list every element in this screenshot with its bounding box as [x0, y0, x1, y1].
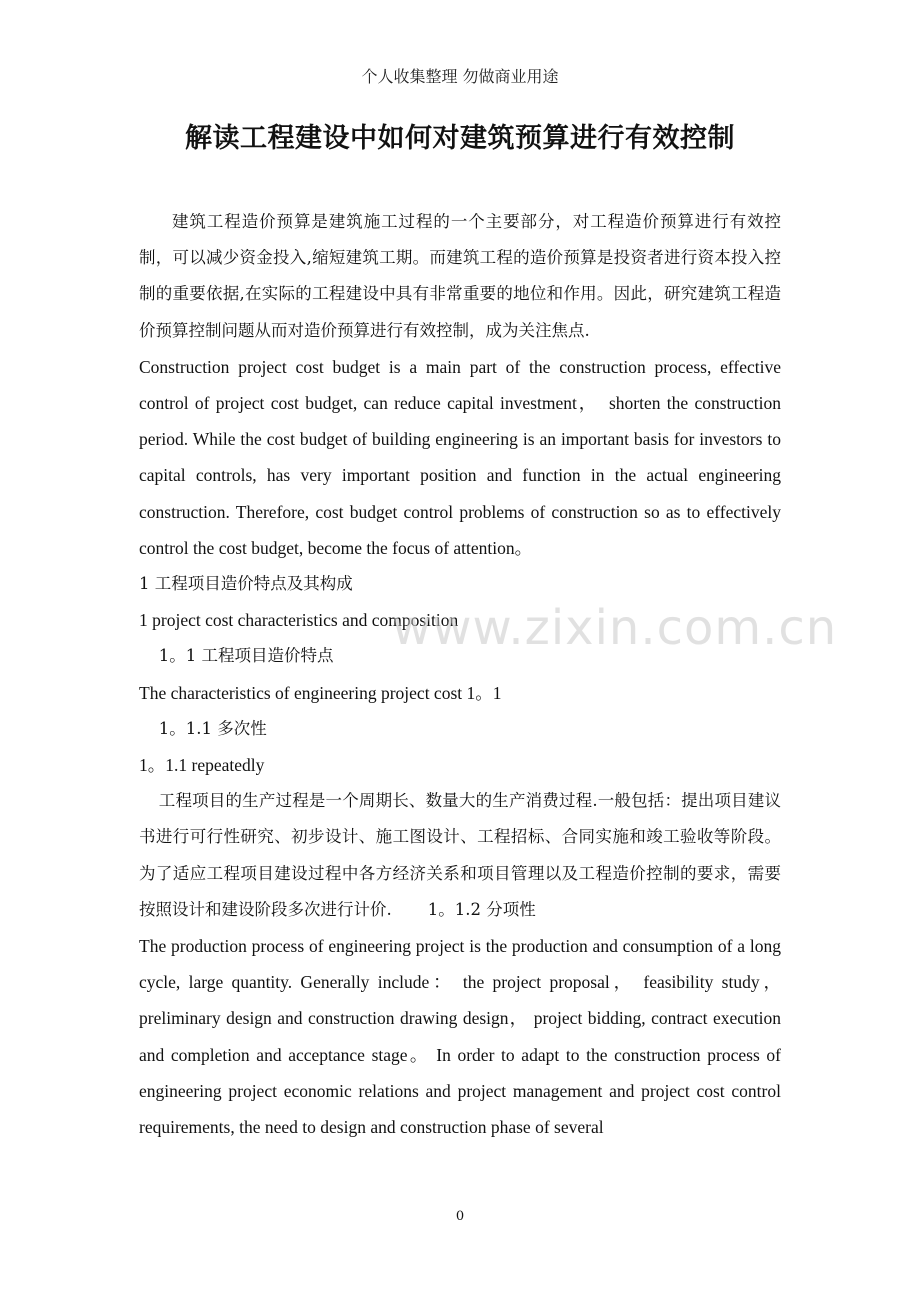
- section-1-1-1-heading-zh: 1。1.1 多次性: [158, 718, 267, 738]
- body-paragraph-en: The production process of engineering project is the production and consumption of a long cycle, large quantity. Generally include： the project proposal， feasibility study，preliminary design and construction drawing design， project bidding, contract execution and completion and acceptance stage。 In order to adapt to the construction process of engineering project economic relations and project management and project cost control requirements, the need to design and construction phase of several: [139, 936, 781, 1138]
- section-1-heading-en: 1 project cost characteristics and composition: [139, 610, 459, 631]
- document-title: 解读工程建设中如何对建筑预算进行有效控制: [185, 123, 735, 154]
- section-1-1-heading-zh: 1。1 工程项目造价特点: [158, 646, 334, 666]
- section-1-heading-zh: 1 工程项目造价特点及其构成: [139, 574, 353, 594]
- section-1-1-2-heading-zh: 1。1.2 分项性: [427, 899, 536, 919]
- watermark: www.zixin.com.cn: [392, 600, 838, 656]
- abstract-en: Construction project cost budget is a main part of the construction process, effective control of project cost budget, can reduce capital investment， shorten the construction period. While the cost budget of building engineering is an important basis for investors to capital controls, has very important position and function in the actual engineering construction. Therefore, cost budget control problems of construction so as to effectively control the cost budget, become the focus of attention。: [139, 356, 781, 558]
- body-paragraph-zh-text: 工程项目的生产过程是一个周期长、数量大的生产消费过程.一般包括：提出项目建议书进行可行性研究、初步设计、施工图设计、工程招标、合同实施和竣工验收等阶段。为了适应工程项目建设过程中各方经济关系和项目管理以及工程造价控制的要求，需要按照设计和建设阶段多次进行计价.: [139, 791, 781, 919]
- document-body: [139, 204, 781, 1145]
- body-paragraph-zh: [139, 783, 781, 928]
- section-1-1-1-heading-en: 1。1.1 repeatedly: [139, 755, 265, 776]
- section-1-1-heading-en: The characteristics of engineering project cost 1。1: [139, 682, 502, 703]
- abstract-zh: 建筑工程造价预算是建筑施工过程的一个主要部分，对工程造价预算进行有效控制，可以减少资金投入,缩短建筑工期。而建筑工程的造价预算是投资者进行资本投入控制的重要依据,在实际的工程建设中具有非常重要的地位和作用。因此，研究建筑工程造价预算控制问题从而对造价预算进行有效控制，成为关注焦点.: [139, 212, 781, 340]
- page-header: 个人收集整理 勿做商业用途: [361, 67, 559, 86]
- page-number: 0: [455, 1209, 465, 1224]
